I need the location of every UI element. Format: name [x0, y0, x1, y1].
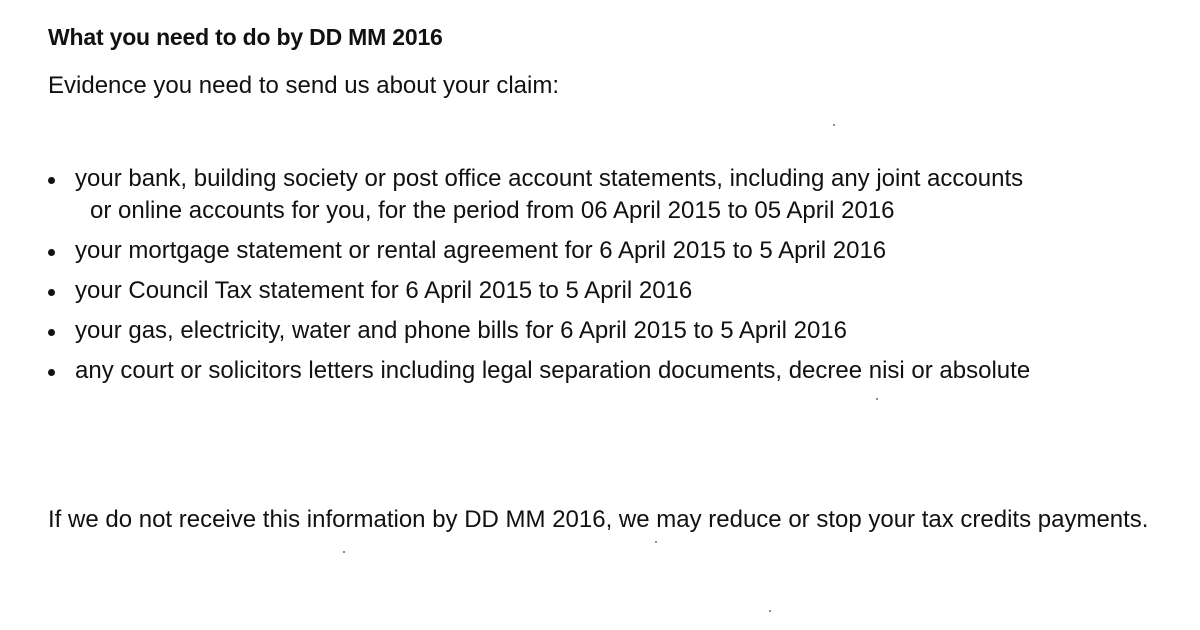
evidence-item-court-letters — [48, 354, 1158, 388]
evidence-item-mortgage — [48, 234, 1158, 268]
evidence-item-bank-statements — [48, 162, 1158, 228]
scan-speck — [833, 124, 835, 126]
bullet-icon — [48, 289, 55, 296]
bullet-icon — [48, 249, 55, 256]
scan-speck — [655, 541, 657, 543]
evidence-item-text: your gas, electricity, water and phone bills for 6 April 2015 to 5 April 2016 — [75, 317, 847, 344]
scan-speck — [769, 610, 771, 612]
bullet-icon — [48, 369, 55, 376]
closing-warning: If we do not receive this information by DD MM 2016, we may reduce or stop your tax credits payments. — [48, 506, 1149, 533]
evidence-item-council-tax — [48, 274, 1158, 308]
evidence-list — [48, 162, 1158, 394]
bullet-icon — [48, 329, 55, 336]
evidence-item-text: your Council Tax statement for 6 April 2015 to 5 April 2016 — [75, 277, 693, 304]
evidence-item-text: your mortgage statement or rental agreement for 6 April 2015 to 5 April 2016 — [75, 237, 887, 264]
evidence-item-text: any court or solicitors letters including legal separation documents, decree nisi or absolute — [75, 357, 1031, 384]
scan-speck — [343, 551, 345, 553]
evidence-intro: Evidence you need to send us about your claim: — [48, 72, 559, 99]
scan-speck — [876, 398, 878, 400]
evidence-item-continuation: or online accounts for you, for the period from 06 April 2015 to 05 April 2016 — [90, 197, 895, 224]
section-heading: What you need to do by DD MM 2016 — [48, 24, 443, 50]
bullet-icon — [48, 177, 55, 184]
evidence-item-text: your bank, building society or post office account statements, including any joint accounts — [75, 165, 1024, 192]
evidence-item-utility-bills — [48, 314, 1158, 348]
